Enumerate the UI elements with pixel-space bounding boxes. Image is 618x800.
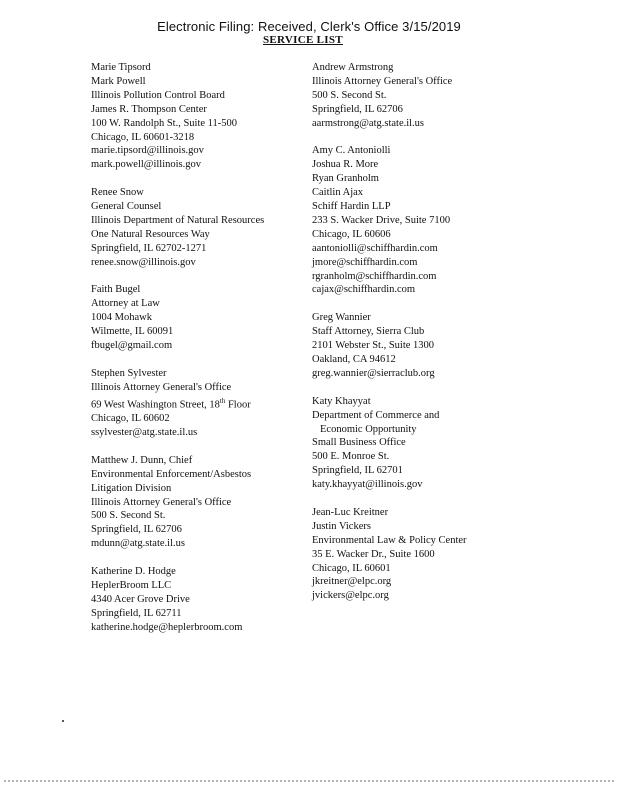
contact-detail: Springfield, IL 62706 bbox=[312, 103, 403, 115]
contact-detail: Chicago, IL 60601-3218 bbox=[91, 131, 195, 143]
contact-detail: Justin Vickers bbox=[312, 520, 371, 532]
contact-detail: Caitlin Ajax bbox=[312, 187, 364, 199]
contact-email: greg.wannier@sierraclub.org bbox=[312, 367, 435, 379]
contact-name: Katy Khayyat bbox=[312, 395, 371, 407]
contact-name: Faith Bugel bbox=[91, 284, 141, 296]
contact-entry bbox=[91, 454, 301, 551]
contact-name: Matthew J. Dunn, Chief bbox=[91, 454, 193, 466]
contact-detail: HeplerBroom LLC bbox=[91, 579, 172, 591]
contact-detail: Litigation Division bbox=[91, 482, 172, 494]
contact-detail: Small Business Office bbox=[312, 437, 406, 449]
contact-detail: 100 W. Randolph St., Suite 11-500 bbox=[91, 117, 238, 129]
contact-name: Jean-Luc Kreitner bbox=[312, 506, 389, 518]
contact-email: aantoniolli@schiffhardin.com bbox=[312, 242, 438, 254]
contact-email: fbugel@gmail.com bbox=[91, 340, 173, 352]
contact-detail: Chicago, IL 60602 bbox=[91, 413, 170, 425]
contact-email: katherine.hodge@heplerbroom.com bbox=[91, 621, 243, 633]
contact-email: jvickers@elpc.org bbox=[312, 590, 389, 602]
contact-detail: James R. Thompson Center bbox=[91, 103, 207, 115]
contact-detail: 69 West Washington Street, 18th Floor bbox=[91, 396, 251, 411]
contact-detail: One Natural Resources Way bbox=[91, 228, 210, 240]
contact-email: jmore@schiffhardin.com bbox=[312, 256, 418, 268]
contact-name: Andrew Armstrong bbox=[312, 62, 394, 73]
contact-entry bbox=[312, 311, 512, 381]
contact-detail: Springfield, IL 62701 bbox=[312, 465, 403, 477]
service-list-right-column bbox=[312, 61, 512, 617]
contact-detail: 2101 Webster St., Suite 1300 bbox=[312, 340, 435, 352]
contact-detail: Ryan Granholm bbox=[312, 173, 379, 185]
page-title: SERVICE LIST bbox=[263, 34, 343, 46]
contact-entry bbox=[91, 565, 301, 635]
contact-entry bbox=[312, 144, 512, 297]
contact-detail: Springfield, IL 62711 bbox=[91, 607, 182, 619]
contact-email: cajax@schiffhardin.com bbox=[312, 284, 416, 296]
contact-detail: Environmental Law & Policy Center bbox=[312, 534, 467, 546]
contact-entry bbox=[312, 61, 512, 131]
contact-email: ssylvester@atg.state.il.us bbox=[91, 427, 198, 439]
contact-name: Renee Snow bbox=[91, 187, 144, 199]
filing-stamp: Electronic Filing: Received, Clerk's Office 3/15/2019 bbox=[157, 19, 461, 34]
contact-detail: Joshua R. More bbox=[312, 159, 379, 171]
contact-detail: Attorney at Law bbox=[91, 298, 160, 310]
contact-detail: 35 E. Wacker Dr., Suite 1600 bbox=[312, 548, 435, 560]
contact-entry bbox=[91, 283, 301, 353]
contact-email: rgranholm@schiffhardin.com bbox=[312, 270, 437, 282]
contact-detail: Springfield, IL 62702-1271 bbox=[91, 242, 207, 254]
contact-email: renee.snow@illinois.gov bbox=[91, 256, 196, 268]
contact-detail: Environmental Enforcement/Asbestos bbox=[91, 468, 252, 480]
contact-detail: Chicago, IL 60606 bbox=[312, 228, 391, 240]
contact-detail: Illinois Pollution Control Board bbox=[91, 89, 225, 101]
contact-detail: Economic Opportunity bbox=[320, 423, 417, 435]
contact-detail: 500 S. Second St. bbox=[91, 510, 166, 522]
contact-name: Marie Tipsord bbox=[91, 62, 151, 73]
contact-detail: Illinois Attorney General's Office bbox=[91, 496, 232, 508]
contact-entry bbox=[91, 367, 301, 440]
contact-entry bbox=[91, 186, 301, 269]
contact-email: mdunn@atg.state.il.us bbox=[91, 538, 185, 550]
contact-email: mark.powell@illinois.gov bbox=[91, 159, 201, 171]
scan-speck bbox=[62, 720, 64, 722]
contact-detail: Department of Commerce and bbox=[312, 409, 440, 421]
contact-detail: Oakland, CA 94612 bbox=[312, 354, 396, 365]
contact-detail: Wilmette, IL 60091 bbox=[91, 326, 174, 338]
contact-detail: Illinois Attorney General's Office bbox=[312, 75, 453, 87]
contact-entry bbox=[312, 506, 512, 603]
contact-detail: Schiff Hardin LLP bbox=[312, 201, 391, 213]
contact-name: Stephen Sylvester bbox=[91, 367, 167, 379]
contact-entry bbox=[312, 395, 512, 492]
contact-detail: Springfield, IL 62706 bbox=[91, 524, 182, 536]
contact-email: jkreitner@elpc.org bbox=[312, 576, 392, 588]
contact-name: Greg Wannier bbox=[312, 312, 371, 324]
contact-detail: 500 E. Monroe St. bbox=[312, 451, 390, 463]
contact-detail: 233 S. Wacker Drive, Suite 7100 bbox=[312, 214, 451, 226]
contact-detail: Illinois Department of Natural Resources bbox=[91, 214, 265, 226]
contact-detail: Staff Attorney, Sierra Club bbox=[312, 326, 425, 338]
contact-email: marie.tipsord@illinois.gov bbox=[91, 145, 204, 157]
contact-detail: Chicago, IL 60601 bbox=[312, 562, 391, 574]
contact-entry bbox=[91, 61, 301, 172]
contact-detail: 500 S. Second St. bbox=[312, 89, 387, 101]
contact-email: aarmstrong@atg.state.il.us bbox=[312, 117, 425, 129]
scan-artifact-line bbox=[4, 780, 614, 786]
contact-detail: Illinois Attorney General's Office bbox=[91, 381, 232, 393]
contact-detail: 4340 Acer Grove Drive bbox=[91, 593, 190, 605]
contact-name: Katherine D. Hodge bbox=[91, 566, 176, 578]
contact-email: katy.khayyat@illinois.gov bbox=[312, 479, 423, 491]
contact-name: Amy C. Antoniolli bbox=[312, 145, 391, 157]
contact-detail: General Counsel bbox=[91, 201, 162, 213]
contact-detail: 1004 Mohawk bbox=[91, 312, 152, 324]
service-list-left-column bbox=[91, 61, 301, 648]
contact-detail: Mark Powell bbox=[91, 75, 146, 87]
